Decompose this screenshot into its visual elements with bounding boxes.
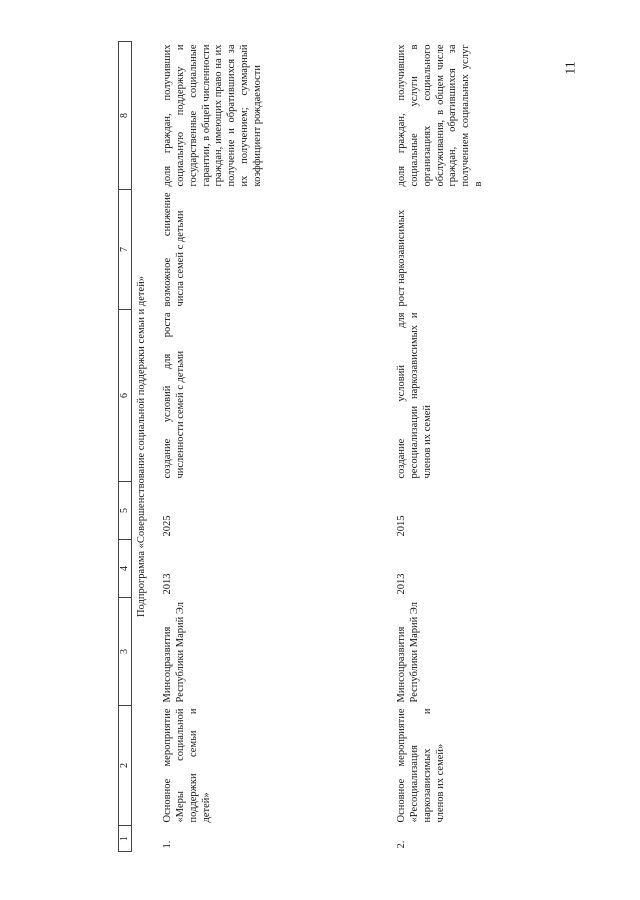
table-row [392, 42, 626, 852]
consequence-cell: возможное снижение числа семей с детьми [162, 192, 186, 307]
start-year-cell: 2013 [162, 573, 174, 595]
header-col-5: 5 [119, 482, 132, 540]
row-number: 2. [396, 840, 408, 849]
header-col-1: 1 [119, 826, 132, 852]
indicator-cell: доля граждан, получивших социальные услуги в организациях социального обслуживания, в общем числе граждан, обратившихся за получением социальных услуг в [396, 44, 484, 187]
consequence-cell: рост наркозависимых [396, 209, 408, 307]
end-year-cell: 2025 [162, 515, 174, 537]
result-cell: создание условий для роста численности семей с детьми [162, 312, 186, 479]
subprogram-title: Подпрограмма «Совершенствование социальной поддержки семьи и детей» [136, 275, 148, 618]
table-row [158, 42, 392, 852]
program-table [118, 41, 626, 852]
header-col-8: 8 [119, 42, 132, 190]
indicator-cell: доля граждан, получивших социальную поддержку и государственные социальные гарантии, в общей численности граждан, имеющих право на их получение и обратившихся за их получением; суммарный коэффициент рождаемости [162, 44, 263, 187]
activity-cell: Основное мероприятие «Меры социальной поддержки семьи и детей» [162, 708, 212, 823]
header-col-4: 4 [119, 540, 132, 598]
page-number: 11 [563, 61, 579, 75]
header-number-row [119, 42, 132, 852]
activity-cell: Основное мероприятие «Ресоциализация наркозависимых и членов их семей» [396, 708, 446, 823]
header-col-2: 2 [119, 706, 132, 826]
end-year-cell: 2015 [396, 515, 408, 537]
header-col-3: 3 [119, 598, 132, 706]
row-number: 1. [162, 840, 174, 849]
executor-cell: Минсоцразвития Республики Марий Эл [396, 602, 420, 703]
result-cell: создание условий для ресоциализации наркозависимых и членов их семей [396, 312, 433, 479]
header-col-6: 6 [119, 310, 132, 482]
start-year-cell: 2013 [396, 573, 408, 595]
executor-cell: Минсоцразвития Республики Марий Эл [162, 602, 186, 703]
subprogram-row [132, 42, 159, 852]
header-col-7: 7 [119, 190, 132, 310]
rotated-table-container [118, 42, 484, 852]
